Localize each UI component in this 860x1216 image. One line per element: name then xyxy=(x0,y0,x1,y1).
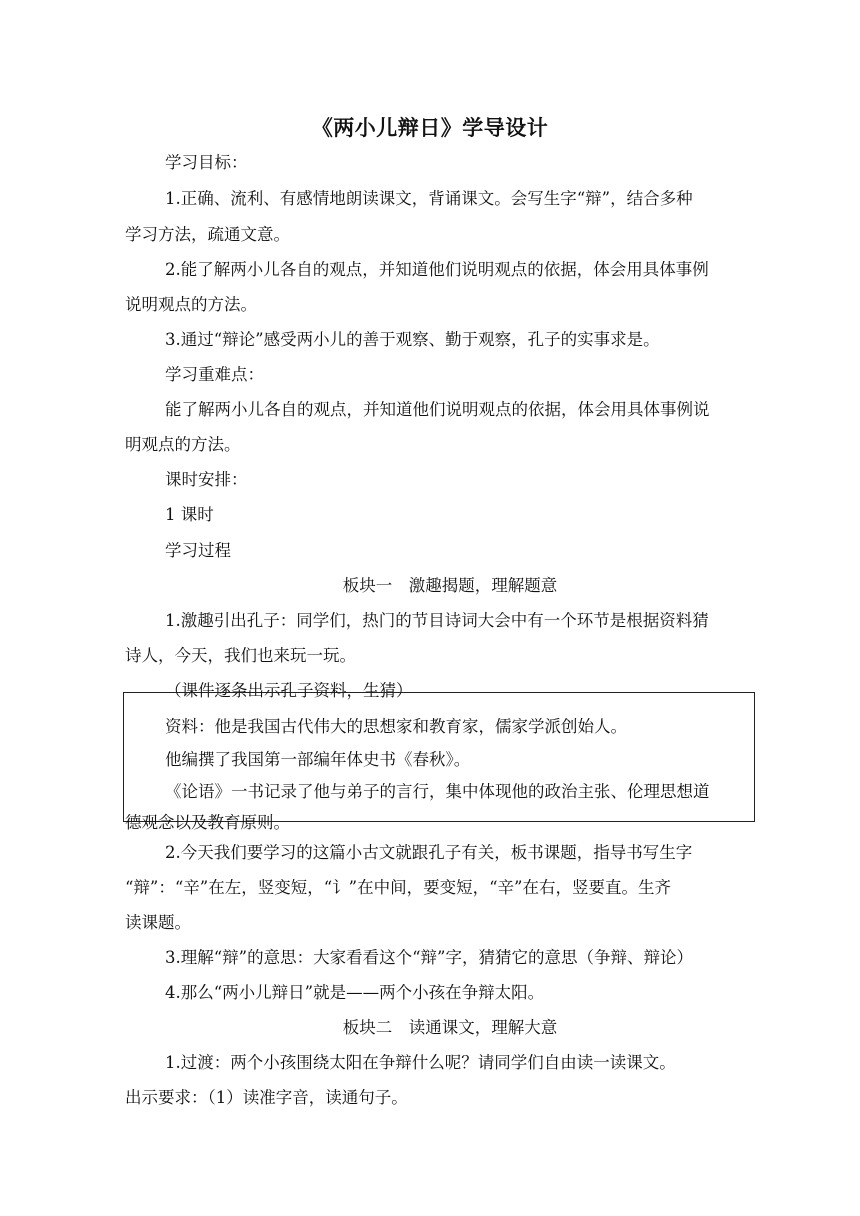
section-1-paragraph-2-line-1: 2.今天我们要学习的这篇小古文就跟孔子有关，板书课题，指导书写生字 xyxy=(165,843,693,862)
section-1-paragraph-3: 3.理解“辩”的意思：大家看看这个“辩”字，猜猜它的意思（争辩、辩论） xyxy=(165,948,693,967)
section-1-paragraph-2-line-3: 读课题。 xyxy=(125,913,191,932)
section-1-paragraph-2-line-2: “辩”：“辛”在左，竖变短，“讠”在中间，要变短，“辛”在右，竖要直。生齐 xyxy=(125,878,671,897)
section-2-paragraph-2: 出示要求：（1）读准字音，读通句子。 xyxy=(125,1088,408,1107)
info-box-line-4: 德观念以及教育原则。 xyxy=(125,813,290,832)
info-box-line-3: 《论语》一书记录了他与弟子的言行，集中体现他的政治主张、伦理思想道 xyxy=(165,782,710,801)
section-1-note: （课件逐条出示孔子资料，生猜） xyxy=(165,681,413,700)
page-title: 《两小儿辩日》学导设计 xyxy=(311,115,549,140)
schedule-heading: 课时安排： xyxy=(165,470,248,489)
goal-3: 3.通过“辩论”感受两小儿的善于观察、勤于观察，孔子的实事求是。 xyxy=(165,330,660,349)
info-box-line-1: 资料：他是我国古代伟大的思想家和教育家，儒家学派创始人。 xyxy=(165,717,627,736)
key-points-heading: 学习重难点： xyxy=(165,365,264,384)
goal-2-line-1: 2.能了解两小儿各自的观点，并知道他们说明观点的依据，体会用具体事例 xyxy=(165,260,709,279)
section-2-heading: 板块二 读通课文，理解大意 xyxy=(342,1018,558,1037)
section-1-paragraph-1-line-2: 诗人，今天，我们也来玩一玩。 xyxy=(125,646,356,665)
goal-1-line-2: 学习方法，疏通文意。 xyxy=(125,225,290,244)
section-2-paragraph-1: 1.过渡：两个小孩围绕太阳在争辩什么呢？请同学们自由读一读课文。 xyxy=(165,1053,676,1072)
key-points-line-2: 明观点的方法。 xyxy=(125,435,241,454)
goal-1-line-1: 1.正确、流利、有感情地朗读课文，背诵课文。会写生字“辩”，结合多种 xyxy=(165,189,693,208)
goal-2-line-2: 说明观点的方法。 xyxy=(125,295,257,314)
goals-heading: 学习目标： xyxy=(165,153,248,172)
process-heading: 学习过程 xyxy=(165,541,231,560)
key-points-line-1: 能了解两小儿各自的观点，并知道他们说明观点的依据，体会用具体事例说 xyxy=(165,400,710,419)
info-box-line-2: 他编撰了我国第一部编年体史书《春秋》。 xyxy=(165,750,471,769)
schedule-value: 1 课时 xyxy=(165,505,214,524)
section-1-heading: 板块一 激趣揭题，理解题意 xyxy=(342,576,558,595)
section-1-paragraph-4: 4.那么“两小儿辩日”就是——两个小孩在争辩太阳。 xyxy=(165,983,545,1002)
section-1-paragraph-1-line-1: 1.激趣引出孔子：同学们，热门的节目诗词大会中有一个环节是根据资料猜 xyxy=(165,611,709,630)
